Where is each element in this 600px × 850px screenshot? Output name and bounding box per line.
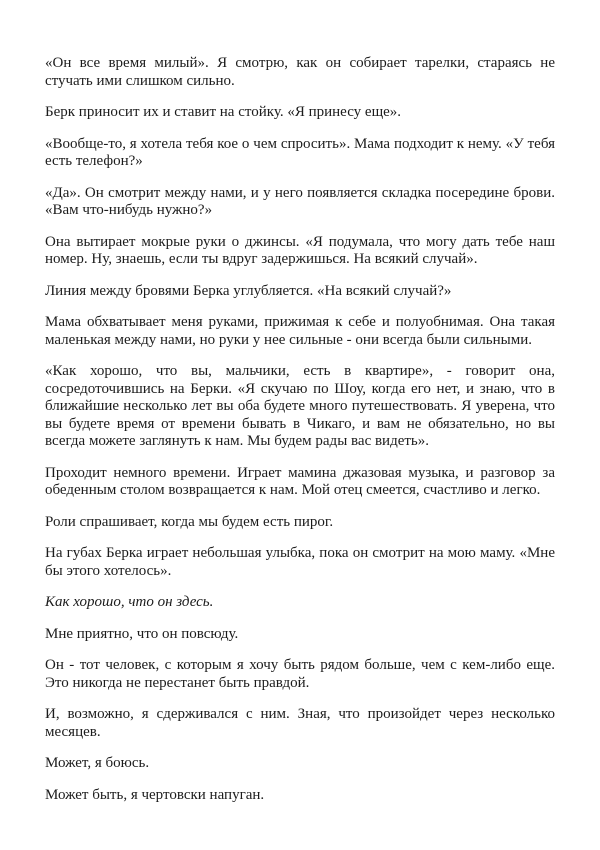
paragraph-italic: Как хорошо, что он здесь. [45,594,214,610]
paragraph: «Да». Он смотрит между нами, и у него появляется складка посередине брови. «Вам что-нибудь нужно?» [45,184,555,218]
paragraph: Мама обхватывает меня руками, прижимая к себе и полуобнимая. Она такая маленькая между нами, но руки у нее сильные - они всегда были сильными. [45,314,555,348]
paragraph: Мне приятно, что он повсюду. [45,625,239,642]
paragraph: И, возможно, я сдерживался с ним. Зная, что произойдет через несколько месяцев. [45,706,555,740]
paragraph: «Он все время милый». Я смотрю, как он собирает тарелки, стараясь не стучать ими слишком сильно. [45,55,555,89]
paragraph: «Вообще-то, я хотела тебя кое о чем спросить». Мама подходит к нему. «У тебя есть телефон?» [45,135,555,169]
paragraph: Может быть, я чертовски напуган. [45,786,265,803]
paragraph: Может, я боюсь. [45,755,150,771]
paragraph: Берк приносит их и ставит на стойку. «Я принесу еще». [45,104,402,120]
paragraph: Роли спрашивает, когда мы будем есть пирог. [45,513,334,530]
paragraph: «Как хорошо, что вы, мальчики, есть в квартире», - говорит она, сосредоточившись на Берки. «Я скучаю по Шоу, когда его нет, и знаю, что в ближайшие несколько лет вы оба будете много путешествовать. Я уверена, что вы будете время от времени бывать в Чикаго, и вам не обязательно, но вы всегда можете заглянуть к нам. Мы будем рады вас видеть». [45,363,555,449]
text-block [45,55,555,804]
paragraph: Линия между бровями Берка углубляется. «На всякий случай?» [45,282,452,299]
paragraph: Он - тот человек, с которым я хочу быть рядом больше, чем с кем-либо еще. Это никогда не перестанет быть правдой. [45,657,555,691]
paragraph: На губах Берка играет небольшая улыбка, пока он смотрит на мою маму. «Мне бы этого хотелось». [45,545,555,579]
paragraph: Проходит немного времени. Играет мамина джазовая музыка, и разговор за обеденным столом возвращается к нам. Мой отец смеется, счастливо и легко. [45,464,555,498]
paragraph: Она вытирает мокрые руки о джинсы. «Я подумала, что могу дать тебе наш номер. Ну, знаешь, если ты вдруг задержишься. На всякий случай». [45,233,555,267]
